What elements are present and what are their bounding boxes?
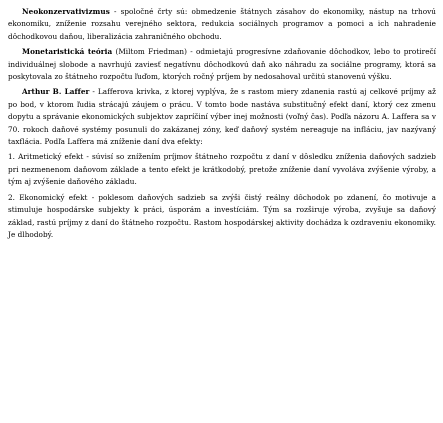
term-laffer: Arthur B. Laffer — [22, 87, 90, 97]
list-item-economic-effect — [8, 192, 436, 242]
list-item-arithmetic-effect — [8, 151, 436, 188]
list-text: Aritmetický efekt - súvisí so znížením príjmov štátneho rozpočtu z daní v dôsledku zníženia daňových sadzieb pri nezmenenom daňovom základe a tento efekt je krátkodobý, pretože zníženie daní vyvoláva zvýšenie výroby, a tým aj zvýšenie daňového základu. — [8, 152, 436, 187]
term-monetarist-theory: Monetaristická teória — [22, 47, 113, 57]
list-number: 2. — [8, 192, 16, 202]
paragraph-laffer — [8, 86, 436, 148]
list-number: 1. — [8, 152, 16, 162]
paragraph-text: - spoločné črty sú: obmedzenie štátnych zásahov do ekonomiky, nástup na trhovú ekonomiku, zníženie rozsahu verejného sektora, redukcia sociálnych programov a pomoci a ich nahradenie dôchodkovou daňou, liberalizácia zahraničného obchodu. — [8, 7, 436, 41]
term-neokonzervativizmus: Neokonzervativizmus — [22, 7, 110, 16]
author-note: (Miltom Friedman) — [112, 47, 187, 57]
paragraph-monetarist-theory — [8, 46, 436, 83]
paragraph-text: - odmietajú progresívne zdaňovanie dôchodkov, lebo to protirečí individuálnej slobode a navrhujú zaviesť negatívnu dôchodkovú daň ako náhradu za sociálne programy, ktorá sa poskytovala zo štátneho rozpočtu ľuďom, ktorých ročný príjem by nedosahoval určitú stanovenú výšku. — [8, 47, 437, 82]
paragraph-neokonzervativizmus — [8, 6, 436, 43]
paragraph-text: - Lafferova krivka, z ktorej vyplýva, že s rastom miery zdanenia rastú aj celkové príjmy až po bod, v ktorom ľudia strácajú záujem o prácu. V tomto bode nastáva substitučný efekt daní, ktorý cez zmenu dopytu a správanie ekonomických subjektov zapríčiní výber inej možnosti (voľný čas). Podľa názoru A. Laffera sa v 70. rokoch daňové systémy posunuli do zakázanej zóny, keď daňový systém nereaguje na infláciu, jav nazývaný taxflácia. Podľa Laffera má zníženie daní dva efekty: — [8, 87, 437, 147]
list-text: Ekonomický efekt - poklesom daňových sadzieb sa zvýši čistý reálny dôchodok po zdanení, čo motivuje a stimuluje hospodárske subjekty k práci, úsporám a investíciám. Tým sa rozširuje výroba, zvyšuje sa daňový základ, rastú príjmy z daní do štátneho rozpočtu. Rastom hospodárskej aktivity dochádza k ozdraveniu ekonomiky. Je dlhodobý. — [8, 192, 436, 239]
